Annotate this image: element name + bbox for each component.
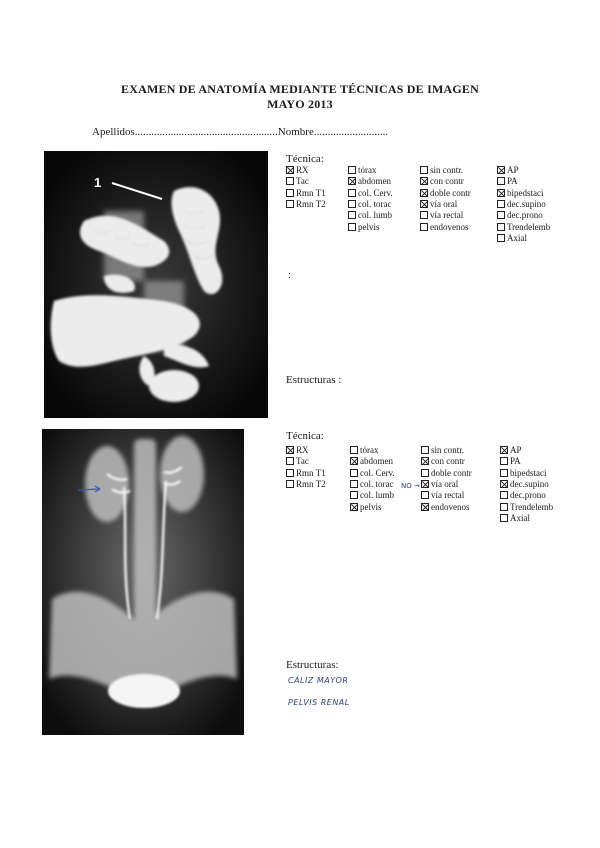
- checkbox-option[interactable]: [420, 211, 463, 220]
- checkbox-option[interactable]: [350, 503, 382, 512]
- empty-box-icon[interactable]: [420, 166, 428, 174]
- empty-box-icon[interactable]: [421, 446, 429, 454]
- checked-box-icon[interactable]: [350, 457, 358, 465]
- empty-box-icon[interactable]: [497, 200, 505, 208]
- checkbox-label: col. Cerv.: [360, 467, 395, 478]
- empty-box-icon[interactable]: [497, 234, 505, 242]
- checkbox-option[interactable]: [500, 491, 546, 500]
- checkbox-label: abdomen: [358, 176, 391, 187]
- checkbox-option[interactable]: [500, 514, 530, 523]
- checkbox-label: Tac: [296, 456, 309, 467]
- checkbox-option[interactable]: [348, 189, 393, 198]
- q1-tecnica-label: Técnica:: [286, 153, 324, 165]
- empty-box-icon[interactable]: [421, 469, 429, 477]
- checkbox-option[interactable]: [420, 177, 464, 186]
- checkbox-label: dec.prono: [510, 490, 546, 501]
- checkbox-option[interactable]: [497, 234, 527, 243]
- checkbox-label: Tac: [296, 176, 309, 187]
- checkbox-label: endovenos: [431, 501, 470, 512]
- checked-box-icon[interactable]: [497, 189, 505, 197]
- checkbox-label: dec.supino: [510, 478, 549, 489]
- checkbox-option[interactable]: [497, 177, 518, 186]
- checkbox-label: dec.supino: [507, 198, 546, 209]
- checkbox-label: col. lumb: [360, 490, 394, 501]
- checkbox-option[interactable]: [350, 480, 393, 489]
- checkbox-label: tórax: [358, 165, 377, 175]
- checkbox-option[interactable]: [421, 469, 472, 478]
- checkbox-label: sin contr.: [430, 165, 463, 175]
- empty-box-icon[interactable]: [286, 469, 294, 477]
- checkbox-option[interactable]: [497, 166, 519, 175]
- checkbox-option[interactable]: [500, 446, 522, 455]
- checkbox-option[interactable]: [286, 200, 326, 209]
- checked-box-icon[interactable]: [500, 480, 508, 488]
- checkbox-option[interactable]: [348, 223, 380, 232]
- checkbox-label: col. torac: [358, 198, 392, 209]
- apellidos-blank[interactable]: ....................................................: [134, 126, 278, 138]
- empty-box-icon[interactable]: [500, 457, 508, 465]
- checkbox-option[interactable]: [497, 211, 543, 220]
- checkbox-label: vía rectal: [430, 210, 464, 221]
- empty-box-icon[interactable]: [497, 223, 505, 231]
- checkbox-option[interactable]: [286, 446, 309, 455]
- xray-image-2: [42, 429, 244, 735]
- checkbox-option[interactable]: [497, 189, 544, 198]
- checkbox-label: Axial: [510, 512, 530, 523]
- empty-box-icon[interactable]: [350, 446, 358, 454]
- checkbox-option[interactable]: [420, 166, 463, 175]
- checkbox-label: dec.prono: [507, 210, 543, 221]
- checkbox-option[interactable]: [286, 480, 326, 489]
- checked-box-icon[interactable]: [500, 446, 508, 454]
- empty-box-icon[interactable]: [350, 480, 358, 488]
- marker-number: 1: [94, 175, 102, 190]
- empty-box-icon[interactable]: [420, 223, 428, 231]
- checkbox-option[interactable]: [286, 457, 309, 466]
- checkbox-label: col. lumb: [358, 210, 392, 221]
- checkbox-option[interactable]: [348, 200, 391, 209]
- q1-estructuras-label: Estructuras :: [286, 374, 342, 386]
- empty-box-icon[interactable]: [348, 223, 356, 231]
- checkbox-label: PA: [507, 176, 518, 187]
- checkbox-option[interactable]: [348, 211, 392, 220]
- apellidos-label: Apellidos: [92, 126, 135, 138]
- checkbox-label: con contr: [430, 176, 464, 187]
- margin-arrow-mark: NO →: [401, 482, 420, 490]
- exam-date: MAYO 2013: [267, 97, 333, 111]
- checkbox-option[interactable]: [421, 446, 464, 455]
- checkbox-label: pelvis: [358, 221, 380, 232]
- empty-box-icon[interactable]: [350, 469, 358, 477]
- checkbox-label: col. Cerv.: [358, 187, 393, 198]
- checkbox-label: Rmn T1: [296, 187, 326, 198]
- checkbox-option[interactable]: [286, 469, 326, 478]
- checkbox-option[interactable]: [348, 166, 377, 175]
- empty-box-icon[interactable]: [421, 491, 429, 499]
- empty-box-icon[interactable]: [286, 200, 294, 208]
- checkbox-label: bipedstaci: [507, 187, 544, 198]
- checkbox-label: vía oral: [431, 478, 459, 489]
- checkbox-label: Rmn T2: [296, 198, 326, 209]
- checked-box-icon[interactable]: [348, 177, 356, 185]
- empty-box-icon[interactable]: [286, 189, 294, 197]
- checked-box-icon[interactable]: [497, 166, 505, 174]
- empty-box-icon[interactable]: [350, 491, 358, 499]
- checkbox-option[interactable]: [500, 503, 553, 512]
- q2-tecnica-label: Técnica:: [286, 430, 324, 442]
- checkbox-label: abdomen: [360, 456, 393, 467]
- checkbox-option[interactable]: [420, 223, 469, 232]
- empty-box-icon[interactable]: [286, 457, 294, 465]
- checked-box-icon[interactable]: [421, 480, 429, 488]
- checkbox-label: Rmn T1: [296, 467, 326, 478]
- checkbox-label: AP: [510, 445, 522, 455]
- bladder-contrast: [108, 674, 180, 708]
- checkbox-option[interactable]: [497, 200, 546, 209]
- checkbox-option[interactable]: [421, 503, 470, 512]
- checkbox-option[interactable]: [497, 223, 550, 232]
- empty-box-icon[interactable]: [286, 177, 294, 185]
- empty-box-icon[interactable]: [500, 469, 508, 477]
- checkbox-label: sin contr.: [431, 445, 464, 455]
- urography-radiograph: [42, 429, 244, 735]
- checkbox-option[interactable]: [350, 446, 379, 455]
- checkbox-option[interactable]: [350, 491, 394, 500]
- checked-box-icon[interactable]: [420, 177, 428, 185]
- checkbox-label: AP: [507, 165, 519, 175]
- checkbox-label: Trendelemb: [507, 221, 551, 232]
- xray-image-1: [44, 151, 268, 418]
- checkbox-label: bipedstaci: [510, 467, 547, 478]
- checkbox-option[interactable]: [286, 177, 309, 186]
- checkbox-option[interactable]: [350, 457, 393, 466]
- checkbox-label: doble contr: [431, 467, 472, 478]
- empty-box-icon[interactable]: [348, 211, 356, 219]
- empty-box-icon[interactable]: [500, 514, 508, 522]
- handwritten-answer-1: CÁLIZ MAYOR: [288, 676, 349, 685]
- empty-box-icon[interactable]: [286, 480, 294, 488]
- checkbox-label: pelvis: [360, 501, 382, 512]
- nombre-blank[interactable]: ...........................: [313, 126, 389, 138]
- checkbox-option[interactable]: [500, 469, 547, 478]
- checkbox-label: Axial: [507, 232, 527, 243]
- empty-box-icon[interactable]: [500, 503, 508, 511]
- empty-box-icon[interactable]: [348, 166, 356, 174]
- barium-enema-radiograph: [44, 151, 268, 418]
- empty-box-icon[interactable]: [497, 211, 505, 219]
- checkbox-option[interactable]: [420, 189, 471, 198]
- checkbox-label: vía rectal: [431, 490, 465, 501]
- checkbox-option[interactable]: [348, 177, 391, 186]
- checkbox-option[interactable]: [286, 166, 309, 175]
- checkbox-option[interactable]: [286, 189, 326, 198]
- checkbox-label: Rmn T2: [296, 478, 326, 489]
- checkbox-option[interactable]: [421, 457, 465, 466]
- checkbox-label: tórax: [360, 445, 379, 455]
- empty-box-icon[interactable]: [348, 189, 356, 197]
- handwritten-answer-2: PELVIS RENAL: [288, 698, 350, 707]
- checkbox-label: RX: [296, 445, 309, 455]
- checked-box-icon[interactable]: [350, 503, 358, 511]
- checkbox-label: RX: [296, 165, 309, 175]
- checkbox-label: col. torac: [360, 478, 394, 489]
- exam-title: EXAMEN DE ANATOMÍA MEDIANTE TÉCNICAS DE IMAGEN: [121, 82, 479, 96]
- checkbox-option[interactable]: [420, 200, 457, 209]
- q2-estructuras-label: Estructuras:: [286, 659, 339, 671]
- empty-box-icon[interactable]: [500, 491, 508, 499]
- checkbox-label: Trendelemb: [510, 501, 554, 512]
- checkbox-option[interactable]: [421, 491, 464, 500]
- checkbox-option[interactable]: [500, 480, 549, 489]
- checked-box-icon[interactable]: [286, 446, 294, 454]
- empty-box-icon[interactable]: [348, 200, 356, 208]
- empty-box-icon[interactable]: [420, 211, 428, 219]
- checked-box-icon[interactable]: [420, 189, 428, 197]
- checkbox-label: con contr: [431, 456, 465, 467]
- nombre-label: Nombre: [277, 126, 314, 138]
- name-fields: [92, 126, 388, 138]
- checkbox-label: endovenos: [430, 221, 469, 232]
- empty-box-icon[interactable]: [497, 177, 505, 185]
- checkbox-option[interactable]: [350, 469, 395, 478]
- checked-box-icon[interactable]: [286, 166, 294, 174]
- checked-box-icon[interactable]: [421, 457, 429, 465]
- checked-box-icon[interactable]: [421, 503, 429, 511]
- checkbox-label: PA: [510, 456, 521, 467]
- q1-colon-mark: :: [288, 269, 292, 281]
- checked-box-icon[interactable]: [420, 200, 428, 208]
- checkbox-label: doble contr: [430, 187, 471, 198]
- checkbox-option[interactable]: [421, 480, 458, 489]
- checkbox-label: vía oral: [430, 198, 458, 209]
- checkbox-option[interactable]: [500, 457, 521, 466]
